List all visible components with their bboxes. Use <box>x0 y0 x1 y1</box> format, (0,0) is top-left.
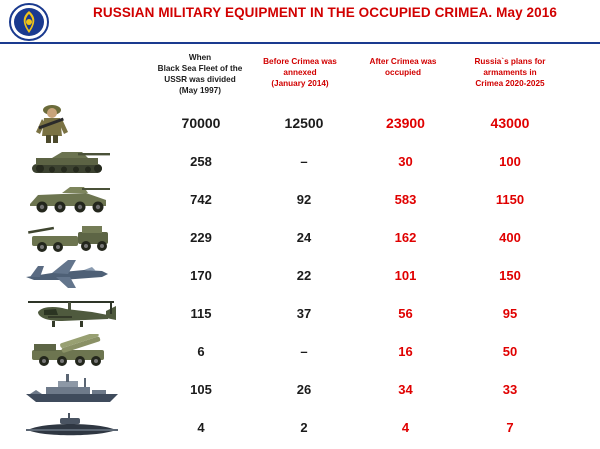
cell-value: 12500 <box>284 115 324 131</box>
helicopter-icon <box>0 294 150 332</box>
cell-value: 1150 <box>495 191 525 207</box>
cell-value: 33 <box>502 381 518 397</box>
cell-value: 50 <box>502 343 518 359</box>
cell-value: 2 <box>300 419 308 435</box>
cell-value: 400 <box>499 229 521 245</box>
cell-value: 105 <box>190 381 212 397</box>
cell-value: 24 <box>296 229 312 245</box>
cell-value: 26 <box>296 381 312 397</box>
table-row <box>0 332 600 370</box>
armoured-vehicle-icon <box>0 180 150 218</box>
column-header-1 <box>150 52 250 96</box>
cell-value: – <box>300 343 308 359</box>
page-title: RUSSIAN MILITARY EQUIPMENT IN THE OCCUPIED CRIMEA. May 2016 <box>93 5 557 20</box>
column-header-4-line3: Crimea 2020-2025 <box>475 79 545 89</box>
cell-value: 95 <box>502 305 518 321</box>
column-header-1-line3: USSR was divided <box>164 75 236 85</box>
column-header-2-line2: annexed <box>283 68 317 78</box>
cell-value: 4 <box>197 419 205 435</box>
cell-value: 150 <box>499 267 521 283</box>
table-row <box>0 370 600 408</box>
cell-value: 742 <box>190 191 212 207</box>
soldier-icon <box>0 104 150 142</box>
table-row <box>0 180 600 218</box>
cell-value: 37 <box>296 305 312 321</box>
column-header-3 <box>356 56 450 78</box>
column-header-1-line2: Black Sea Fleet of the <box>157 64 243 74</box>
column-header-2-line3: (January 2014) <box>271 79 329 89</box>
cell-value: 162 <box>394 229 417 245</box>
column-header-1-line1: When <box>188 53 212 62</box>
cell-value: 23900 <box>386 115 425 131</box>
table-row <box>0 104 600 142</box>
column-header-4-line1: Russia`s plans for <box>474 57 546 66</box>
cell-value: 4 <box>401 419 410 435</box>
column-header-3-line2: occupied <box>385 68 421 78</box>
cell-value: 30 <box>398 153 413 169</box>
column-header-2-line1: Before Crimea was <box>263 57 337 66</box>
cell-value: 229 <box>190 229 212 245</box>
tank-icon <box>0 142 150 180</box>
cell-value: 6 <box>197 343 205 359</box>
page-header <box>0 0 600 44</box>
column-header-3-line1: After Crimea was <box>369 57 437 66</box>
cell-value: 170 <box>190 267 212 283</box>
cell-value: – <box>300 153 308 169</box>
column-header-2 <box>252 56 348 89</box>
aircraft-icon <box>0 256 150 294</box>
column-header-4-line2: armaments in <box>483 68 537 78</box>
cell-value: 258 <box>190 153 212 169</box>
cell-value: 92 <box>296 191 312 207</box>
cell-value: 115 <box>190 305 212 321</box>
table-row <box>0 408 600 446</box>
cell-value: 70000 <box>181 115 221 131</box>
submarine-icon <box>0 408 150 446</box>
cell-value: 34 <box>398 381 413 397</box>
cell-value: 7 <box>506 419 514 435</box>
artillery-icon <box>0 218 150 256</box>
cell-value: 100 <box>499 153 521 169</box>
warship-icon <box>0 370 150 408</box>
cell-value: 22 <box>296 267 312 283</box>
column-header-4 <box>455 56 565 89</box>
cell-value: 43000 <box>490 115 530 131</box>
cell-value: 101 <box>394 267 417 283</box>
column-headers <box>0 48 600 103</box>
data-rows <box>0 104 600 446</box>
column-header-1-line4: (May 1997) <box>179 86 221 96</box>
cell-value: 583 <box>394 191 417 207</box>
ukraine-military-intelligence-emblem-icon <box>6 2 52 42</box>
cell-value: 56 <box>398 305 413 321</box>
cell-value: 16 <box>398 343 413 359</box>
table-row <box>0 142 600 180</box>
air-defence-icon <box>0 332 150 370</box>
table-row <box>0 218 600 256</box>
table-row <box>0 256 600 294</box>
table-row <box>0 294 600 332</box>
